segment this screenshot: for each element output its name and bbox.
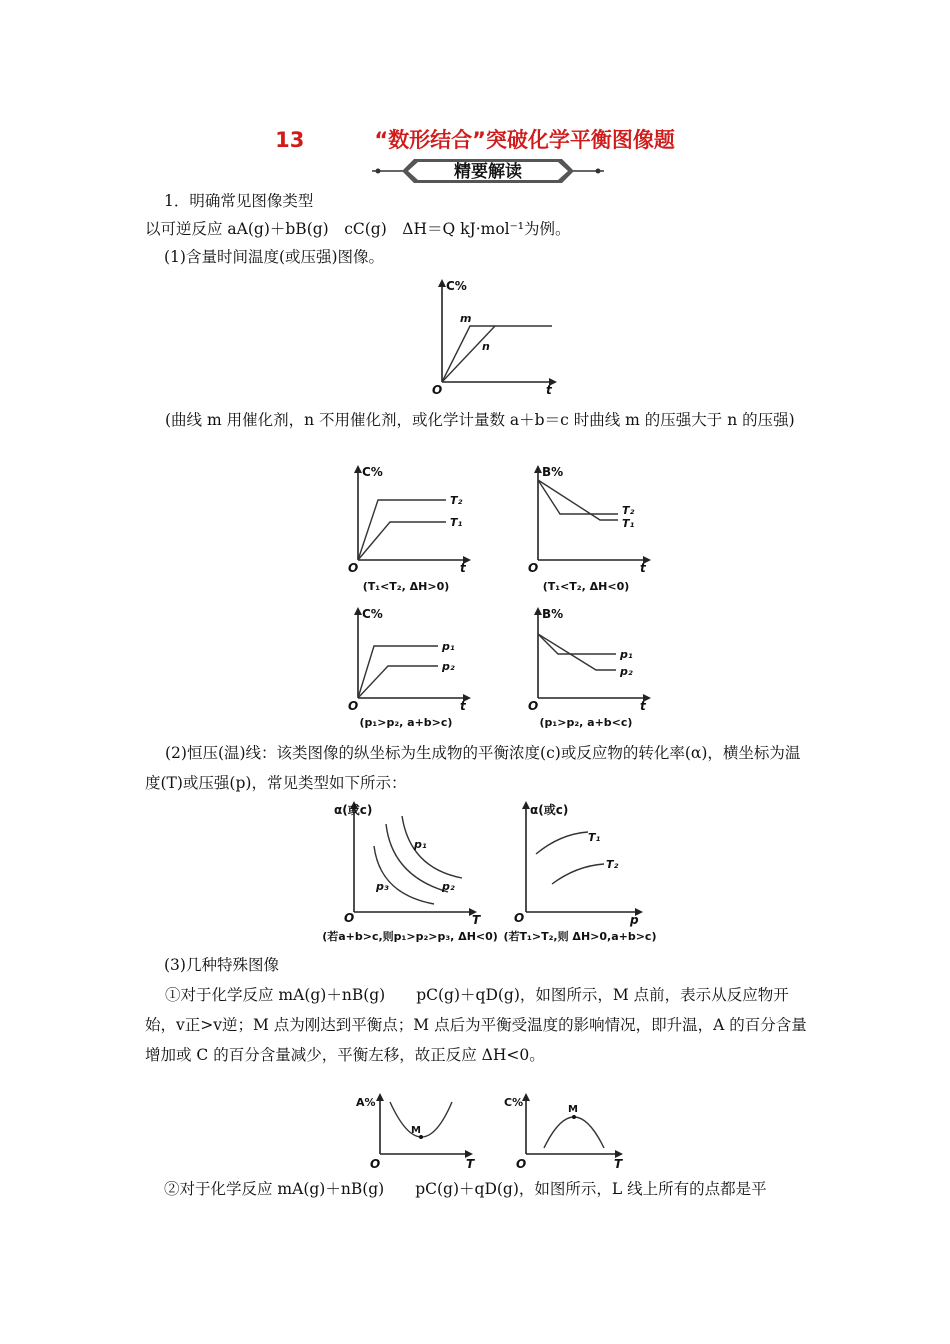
figure-b-time-pressure bbox=[518, 604, 658, 734]
origin-label: O bbox=[528, 561, 539, 575]
y-axis-label: B% bbox=[542, 607, 564, 621]
point-m-label: M bbox=[411, 1125, 421, 1136]
x-axis-label: p bbox=[630, 913, 639, 927]
item3-heading: (3)几种特殊图像 bbox=[164, 956, 279, 974]
y-axis-label: C% bbox=[362, 465, 383, 479]
page-title bbox=[0, 124, 950, 154]
y-axis-label: α(或c) bbox=[530, 803, 569, 817]
figure-caption: (p₁>p₂, a+b>c) bbox=[359, 716, 453, 729]
origin-label: O bbox=[514, 911, 525, 925]
curve-top-label: T₂ bbox=[622, 504, 635, 517]
y-axis-label: C% bbox=[362, 607, 383, 621]
y-axis-label: C% bbox=[446, 279, 467, 293]
x-axis-label: t bbox=[546, 383, 552, 397]
curve-p3-label: p₃ bbox=[376, 880, 389, 893]
y-axis-label: C% bbox=[504, 1096, 524, 1109]
banner-label: 精要解读 bbox=[454, 162, 522, 182]
curve-m-label: m bbox=[460, 312, 472, 325]
curve-bottom-label: T₁ bbox=[450, 516, 463, 529]
title-text: “数形结合”突破化学平衡图像题 bbox=[374, 128, 675, 152]
x-axis-label: t bbox=[460, 561, 466, 575]
section-banner bbox=[372, 156, 604, 186]
x-axis-label: t bbox=[640, 699, 646, 713]
origin-label: O bbox=[370, 1157, 381, 1171]
curve-bottom-label: p₂ bbox=[442, 660, 455, 673]
figure-c-temperature bbox=[502, 1090, 632, 1175]
curve-bottom-label: p₂ bbox=[620, 665, 633, 678]
curve-p1-label: p₁ bbox=[414, 838, 427, 851]
reaction-text: 以可逆反应 aA(g)＋bB(g) cC(g) ΔH＝Q kJ·mol⁻¹为例。 bbox=[145, 220, 571, 238]
figure-isotherm-pressure bbox=[503, 796, 658, 946]
origin-label: O bbox=[516, 1157, 527, 1171]
figure-caption: (若a+b>c,则p₁>p₂>p₃, ΔH<0) bbox=[322, 930, 498, 943]
curve-n-label: n bbox=[482, 340, 490, 353]
section-heading: 1．明确常见图像类型 bbox=[164, 192, 314, 210]
title-number: 13 bbox=[275, 128, 305, 152]
y-axis-label: A% bbox=[356, 1096, 376, 1109]
curve-bottom-label: T₁ bbox=[622, 517, 635, 530]
figure-caption: (T₁<T₂, ΔH<0) bbox=[542, 580, 630, 593]
item1-heading: (1)含量时间温度(或压强)图像。 bbox=[164, 248, 385, 266]
item3-2-text: ②对于化学反应 mA(g)＋nB(g) pC(g)＋qD(g)，如图所示，L 线上所有的点都是平 bbox=[164, 1180, 767, 1198]
x-axis-label: T bbox=[472, 913, 481, 927]
figure-c-time-pressure bbox=[338, 604, 478, 734]
curve-top-label: p₁ bbox=[442, 640, 455, 653]
figure-caption: (若T₁>T₂,则 ΔH>0,a+b>c) bbox=[503, 930, 657, 943]
figure-c-time-temperature bbox=[338, 462, 478, 597]
y-axis-label: B% bbox=[542, 465, 564, 479]
origin-label: O bbox=[432, 383, 443, 397]
curve-top-label: T₂ bbox=[450, 494, 463, 507]
item2-text: (2)恒压(温)线：该类图像的纵坐标为生成物的平衡浓度(c)或反应物的转化率(α)，横坐标为温度(T)或压强(p)，常见类型如下所示： bbox=[145, 744, 801, 792]
note-catalyst: (曲线 m 用催化剂，n 不用催化剂，或化学计量数 a＋b＝c 时曲线 m 的压强大于 n 的压强) bbox=[165, 411, 795, 429]
item3-1-text: ①对于化学反应 mA(g)＋nB(g) pC(g)＋qD(g)，如图所示，M 点前，表示从反应物开始，v正>v逆；M 点为刚达到平衡点；M 点后为平衡受温度的影响情况，即升温，A 的百分含量增加或 C 的百分含量减少，平衡左移，故正反应 ΔH<0。 bbox=[145, 986, 807, 1064]
x-axis-label: t bbox=[460, 699, 466, 713]
curve-top-label: p₁ bbox=[620, 648, 633, 661]
x-axis-label: T bbox=[614, 1157, 623, 1171]
origin-label: O bbox=[348, 561, 359, 575]
figure-b-time-temperature bbox=[518, 462, 658, 597]
curve-t1-label: T₁ bbox=[588, 831, 601, 844]
y-axis-label: α(或c) bbox=[334, 803, 373, 817]
x-axis-label: t bbox=[640, 561, 646, 575]
x-axis-label: T bbox=[466, 1157, 475, 1171]
figure-a-temperature bbox=[356, 1090, 486, 1175]
origin-label: O bbox=[348, 699, 359, 713]
figure-isobar-temperature bbox=[322, 796, 498, 946]
origin-label: O bbox=[528, 699, 539, 713]
figure-caption: (T₁<T₂, ΔH>0) bbox=[362, 580, 450, 593]
origin-label: O bbox=[344, 911, 355, 925]
point-m-label: M bbox=[568, 1104, 578, 1115]
curve-p2-label: p₂ bbox=[442, 880, 455, 893]
figure-caption: (p₁>p₂, a+b<c) bbox=[539, 716, 633, 729]
figure-content-time-catalyst bbox=[420, 278, 560, 398]
curve-t2-label: T₂ bbox=[606, 858, 619, 871]
